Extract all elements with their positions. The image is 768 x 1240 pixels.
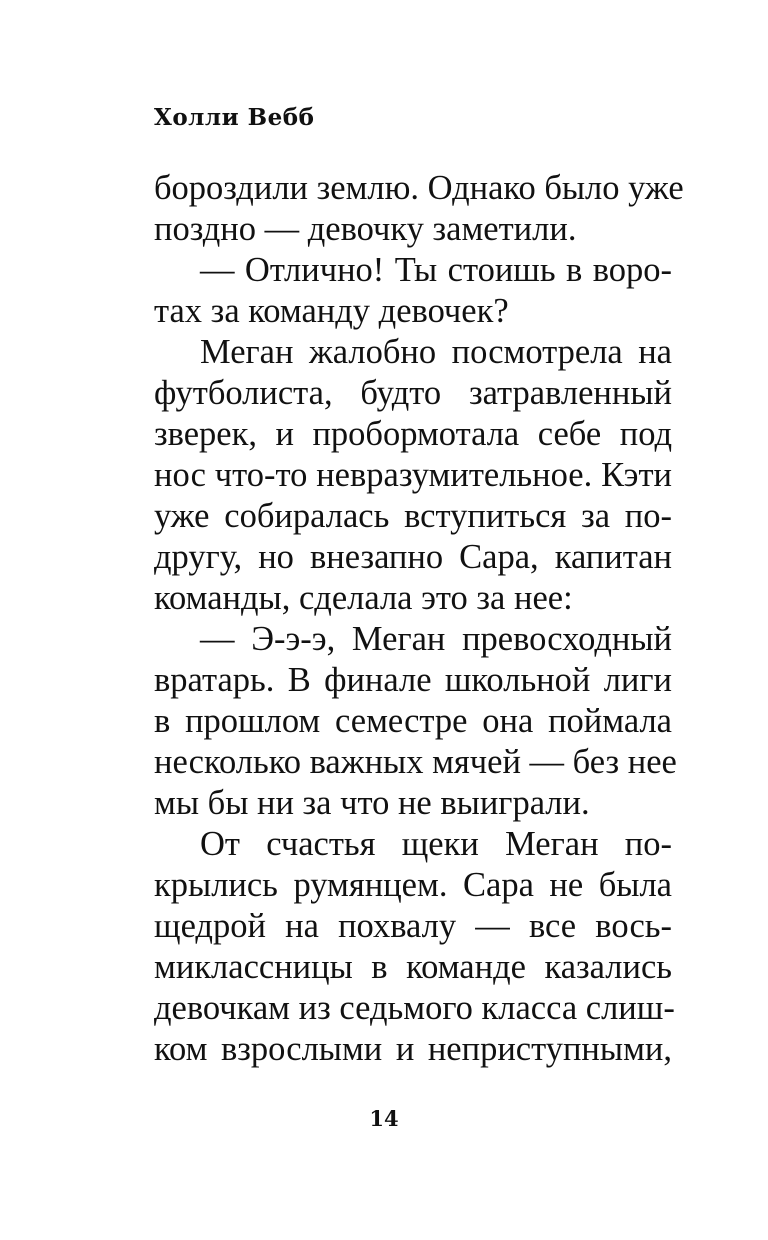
text-line: несколько важных мячей — без нее [154,743,677,781]
text-line: ком взрослыми и неприступными, [154,1030,672,1068]
text-line: нос что-то невразумительное. Кэти [154,456,672,494]
text-line: зверек, и пробормотала себе под [154,415,672,453]
text-line: девочкам из седьмого класса слиш- [154,989,675,1027]
text-line: команды, сделала это за нее: [154,579,573,617]
text-line: уже собиралась вступиться за по- [154,497,672,535]
text-line: в прошлом семестре она поймала [154,702,672,740]
text-line: поздно — девочку заметили. [154,210,577,248]
text-line: другу, но внезапно Сара, капитан [154,538,672,576]
text-line: — Э-э-э, Меган превосходный [200,620,672,658]
running-header-author: Холли Вебб [154,104,315,131]
text-line: вратарь. В финале школьной лиги [154,661,672,699]
text-line: мы бы ни за что не выиграли. [154,784,590,822]
text-line: тах за команду девочек? [154,292,509,330]
text-line: бороздили землю. Однако было уже [154,169,684,207]
text-line: футболиста, будто затравленный [154,374,672,412]
text-line: От счастья щеки Меган по- [200,825,672,863]
text-line: щедрой на похвалу — все вось- [154,907,672,945]
text-line: крылись румянцем. Сара не была [154,866,672,904]
text-line: — Отлично! Ты стоишь в воро- [200,251,672,289]
text-line: миклассницы в команде казались [154,948,672,986]
body-text [154,168,684,1070]
text-line: Меган жалобно посмотрела на [200,333,672,371]
page-number: 14 [369,1106,399,1131]
